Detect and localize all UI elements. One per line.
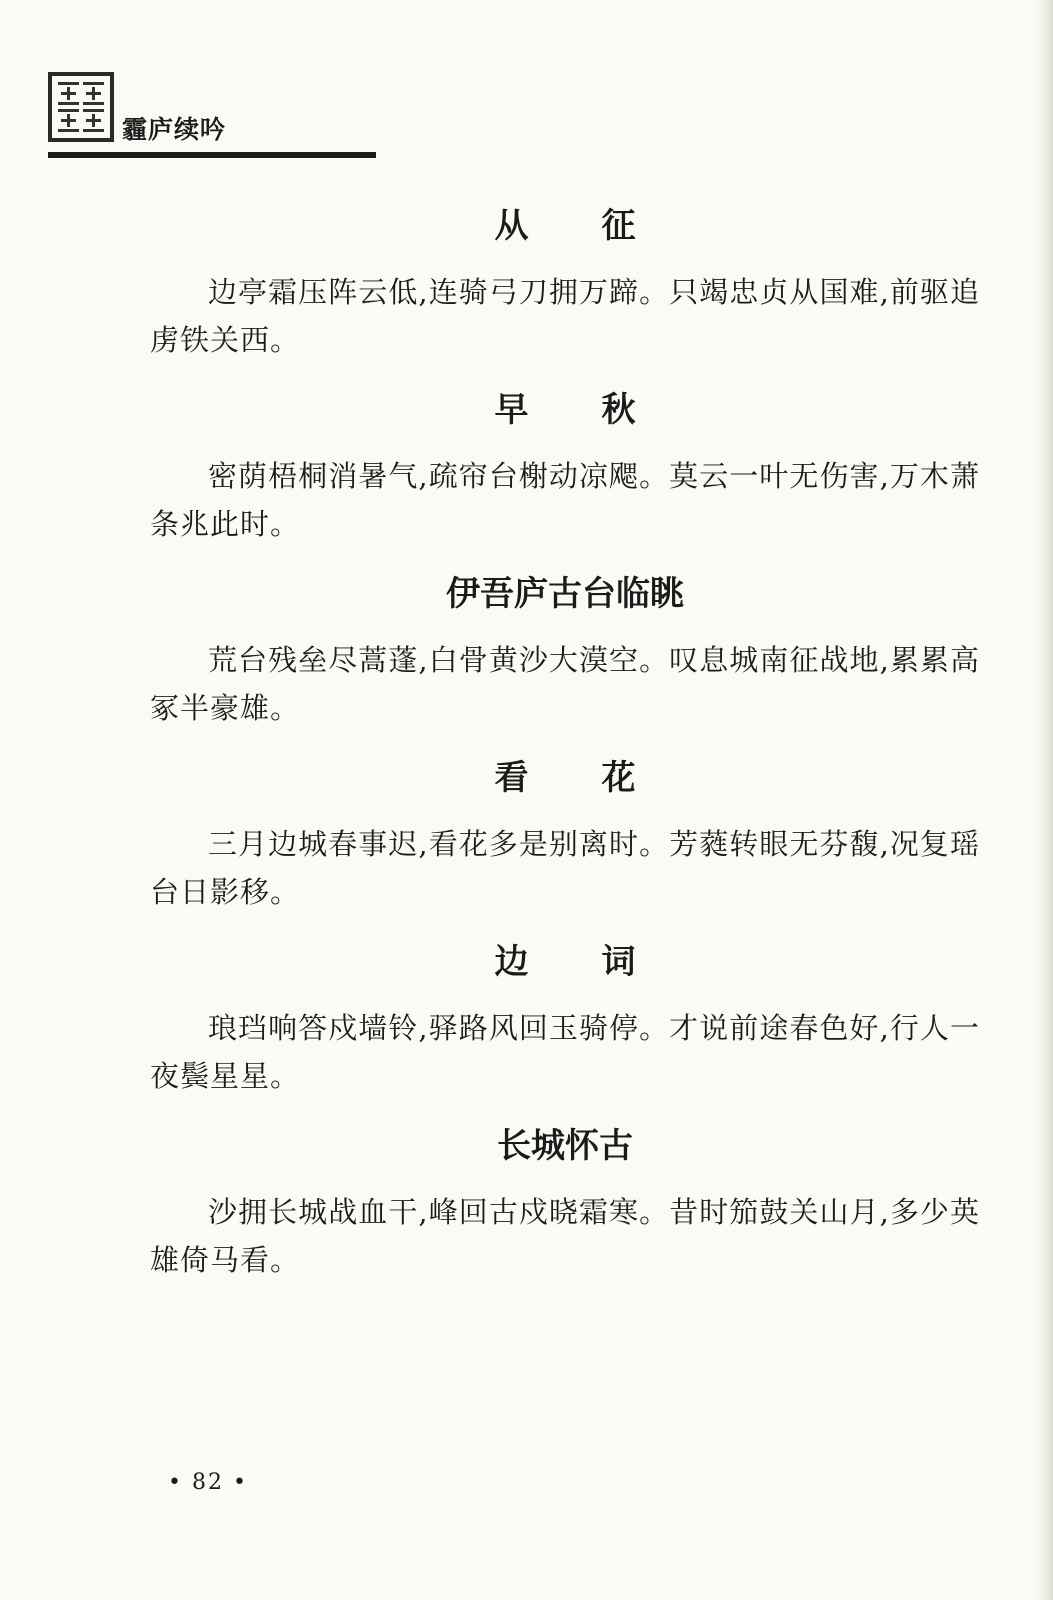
seal-glyph xyxy=(58,109,79,132)
seal-pattern xyxy=(58,82,104,132)
poem xyxy=(150,198,980,364)
poem-list xyxy=(150,198,980,1302)
seal-glyph xyxy=(83,109,104,132)
poem-title: 看 花 xyxy=(494,758,667,798)
poem-title: 从 征 xyxy=(494,206,667,246)
running-head: 霾庐续吟 xyxy=(122,115,227,144)
poem-text: 沙拥长城战血干,峰回古戍晓霜寒。昔时笳鼓关山月,多少英雄倚马看。 xyxy=(150,1195,980,1277)
poem-text: 琅珰响答戍墙铃,驿路风回玉骑停。才说前途春色好,行人一夜鬓星星。 xyxy=(150,1011,980,1093)
poem-text: 荒台残垒尽蒿蓬,白骨黄沙大漠空。叹息城南征战地,累累高冢半豪雄。 xyxy=(150,643,980,725)
poem xyxy=(150,934,980,1100)
seal-glyph xyxy=(83,82,104,105)
poem-text: 三月边城春事迟,看花多是别离时。芳蕤转眼无芬馥,况复瑶台日影移。 xyxy=(150,827,980,909)
poem-text: 边亭霜压阵云低,连骑弓刀拥万蹄。只竭忠贞从国难,前驱追虏铁关西。 xyxy=(150,275,980,357)
poem xyxy=(150,750,980,916)
page-edge xyxy=(1035,0,1053,1600)
poem xyxy=(150,1118,980,1284)
header-rule xyxy=(48,152,376,158)
poem-title: 伊吾庐古台临眺 xyxy=(446,574,684,614)
poem xyxy=(150,566,980,732)
poem-title: 长城怀古 xyxy=(497,1126,633,1166)
poem-text: 密荫梧桐消暑气,疏帘台榭动凉飔。莫云一叶无伤害,万木萧条兆此时。 xyxy=(150,459,980,541)
poem-title: 早 秋 xyxy=(494,390,667,430)
page-number: • 82 • xyxy=(168,1470,248,1495)
poem xyxy=(150,382,980,548)
poem-title: 边 词 xyxy=(494,942,667,982)
square-seal-icon xyxy=(48,72,114,142)
seal-glyph xyxy=(58,82,79,105)
